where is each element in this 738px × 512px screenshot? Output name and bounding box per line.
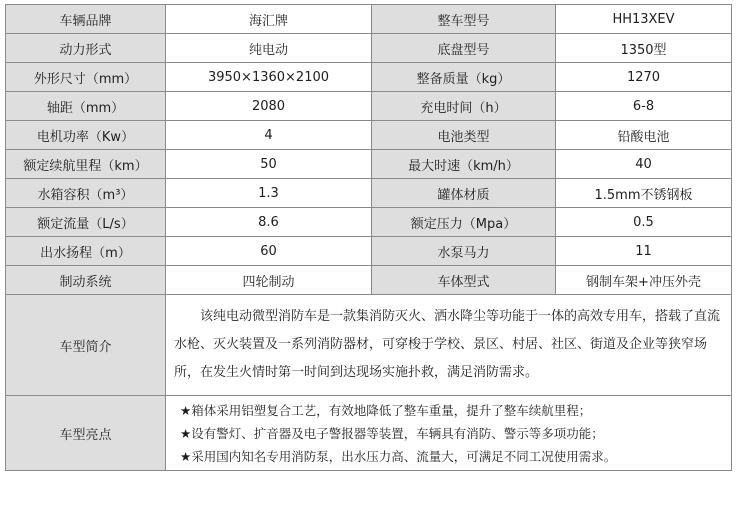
table-row: [6, 179, 732, 208]
table-row: [6, 121, 732, 150]
spec-label: 整车型号: [372, 5, 556, 34]
spec-value: 3950×1360×2100: [166, 63, 372, 92]
spec-label: 车辆品牌: [6, 5, 166, 34]
spec-label: 动力形式: [6, 34, 166, 63]
spec-value: 钢制车架+冲压外壳: [556, 266, 732, 295]
spec-value: 纯电动: [166, 34, 372, 63]
spec-value: HH13XEV: [556, 5, 732, 34]
spec-label: 制动系统: [6, 266, 166, 295]
highlights-cell: [166, 396, 732, 471]
spec-value: 8.6: [166, 208, 372, 237]
spec-label: 最大时速（km/h）: [372, 150, 556, 179]
spec-label: 电池类型: [372, 121, 556, 150]
intro-label: 车型简介: [6, 295, 166, 396]
spec-value: 4: [166, 121, 372, 150]
highlight-item: ★采用国内知名专用消防泵，出水压力高、流量大，可满足不同工况使用需求。: [180, 448, 617, 464]
highlights-row: [6, 396, 732, 471]
spec-label: 出水扬程（m）: [6, 237, 166, 266]
spec-value: 6-8: [556, 92, 732, 121]
spec-label: 额定流量（L/s）: [6, 208, 166, 237]
spec-label: 电机功率（Kw）: [6, 121, 166, 150]
highlight-item: ★设有警灯、扩音器及电子警报器等装置，车辆具有消防、警示等多项功能；: [180, 425, 604, 441]
spec-label: 整备质量（kg）: [372, 63, 556, 92]
spec-label: 底盘型号: [372, 34, 556, 63]
spec-label: 水泵马力: [372, 237, 556, 266]
spec-label: 充电时间（h）: [372, 92, 556, 121]
spec-label: 车体型式: [372, 266, 556, 295]
spec-value: 2080: [166, 92, 372, 121]
spec-value: 1.5mm不锈钢板: [556, 179, 732, 208]
spec-value: 铅酸电池: [556, 121, 732, 150]
intro-row: [6, 295, 732, 396]
spec-label: 罐体材质: [372, 179, 556, 208]
spec-label: 额定续航里程（km）: [6, 150, 166, 179]
spec-value: 1350型: [556, 34, 732, 63]
intro-text: 该纯电动微型消防车是一款集消防灭火、洒水降尘等功能于一体的高效专用车，搭载了直流水枪、灭火装置及一系列消防器材，可穿梭于学校、景区、村居、社区、街道及企业等狭窄场所，在发生火情时第一时间到达现场实施扑救，满足消防需求。: [174, 309, 721, 380]
spec-value: 0.5: [556, 208, 732, 237]
vehicle-spec-table: [5, 4, 732, 471]
spec-label: 水箱容积（m³）: [6, 179, 166, 208]
spec-value: 1270: [556, 63, 732, 92]
table-row: [6, 34, 732, 63]
table-row: [6, 63, 732, 92]
highlight-item: ★箱体采用铝塑复合工艺，有效地降低了整车重量，提升了整车续航里程；: [180, 402, 592, 418]
spec-value: 四轮制动: [166, 266, 372, 295]
spec-value: 1.3: [166, 179, 372, 208]
table-row: [6, 92, 732, 121]
spec-value: 海汇牌: [166, 5, 372, 34]
spec-value: 50: [166, 150, 372, 179]
table-row: [6, 5, 732, 34]
spec-value: 40: [556, 150, 732, 179]
intro-cell: [166, 295, 732, 396]
spec-value: 11: [556, 237, 732, 266]
table-row: [6, 266, 732, 295]
table-row: [6, 208, 732, 237]
spec-label: 外形尺寸（mm）: [6, 63, 166, 92]
spec-label: 额定压力（Mpa）: [372, 208, 556, 237]
highlights-label: 车型亮点: [6, 396, 166, 471]
table-row: [6, 150, 732, 179]
spec-label: 轴距（mm）: [6, 92, 166, 121]
spec-value: 60: [166, 237, 372, 266]
table-row: [6, 237, 732, 266]
